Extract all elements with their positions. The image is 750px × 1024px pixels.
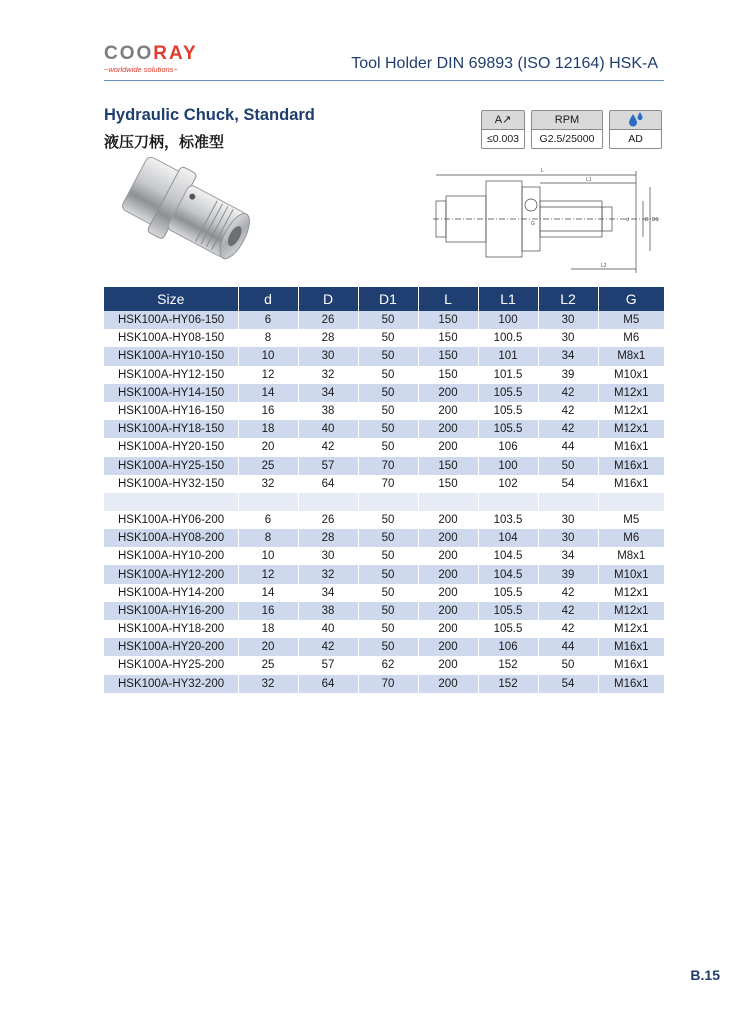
table-cell-l1: 105.5 [478,402,538,420]
table-cell-l1: 106 [478,638,538,656]
table-cell-l: 150 [418,475,478,493]
table-cell-l1: 103.5 [478,511,538,529]
table-cell-size: HSK100A-HY14-150 [104,384,238,402]
table-row [104,438,664,456]
table-cell-l1: 100 [478,311,538,329]
logo-text-part2: RAY [153,43,198,64]
table-cell-d: 40 [298,420,358,438]
table-cell-size: HSK100A-HY32-150 [104,475,238,493]
table-row [104,347,664,365]
coolant-label [610,111,661,129]
table-cell-d: 38 [298,402,358,420]
logo-wordmark [104,43,198,65]
table-row [104,602,664,620]
header-divider [104,80,664,81]
table-cell-size: HSK100A-HY16-200 [104,602,238,620]
col-header-L1: L1 [478,287,538,311]
table-cell-size: HSK100A-HY12-150 [104,366,238,384]
table-cell-d: 42 [298,638,358,656]
col-header-D: D [298,287,358,311]
col-header-G: G [598,287,664,311]
accuracy-label: A↗ [482,111,524,129]
table-cell-l1: 152 [478,675,538,693]
table-cell-d: 10 [238,547,298,565]
table-cell-g: M16x1 [598,438,664,456]
table-cell-d: 32 [238,475,298,493]
table-cell-l2: 50 [538,457,598,475]
table-cell-d: 30 [298,547,358,565]
table-row [104,547,664,565]
table-cell-l: 150 [418,457,478,475]
table-row [104,366,664,384]
table-cell-l: 200 [418,529,478,547]
table-cell-l2: 42 [538,384,598,402]
table-cell-d: 34 [298,384,358,402]
table-cell-d: 16 [238,602,298,620]
table-cell-l1: 100 [478,457,538,475]
table-row [104,457,664,475]
table-cell-l2: 30 [538,311,598,329]
table-cell-d: 64 [298,475,358,493]
table-cell-l: 200 [418,420,478,438]
table-cell-size: HSK100A-HY20-150 [104,438,238,456]
table-cell-l [418,493,478,511]
table-cell-d1: 50 [358,402,418,420]
table-cell-l2: 39 [538,366,598,384]
table-cell-l2: 30 [538,329,598,347]
coolant-spec-box [609,110,662,149]
table-cell-l2: 30 [538,529,598,547]
table-cell-l2: 34 [538,347,598,365]
table-cell-d: 30 [298,347,358,365]
table-row [104,420,664,438]
table-cell-l: 200 [418,384,478,402]
table-cell-d: 10 [238,347,298,365]
table-cell-l1: 105.5 [478,602,538,620]
table-cell-l2: 39 [538,565,598,583]
table-cell-d1: 50 [358,311,418,329]
page-number: B.15 [690,967,720,983]
drawing-label-d: d [626,217,629,223]
table-cell-l: 200 [418,675,478,693]
table-cell-size: HSK100A-HY10-200 [104,547,238,565]
table-cell-l2: 44 [538,438,598,456]
table-row [104,402,664,420]
table-cell-l2: 42 [538,584,598,602]
table-cell-d1: 62 [358,656,418,674]
table-cell-l2: 44 [538,638,598,656]
table-cell-d: 18 [238,420,298,438]
table-cell-d: 12 [238,565,298,583]
page-header-title: Tool Holder DIN 69893 (ISO 12164) HSK-A [351,55,658,72]
table-cell-size: HSK100A-HY14-200 [104,584,238,602]
table-cell-l1: 104.5 [478,547,538,565]
table-cell-d: 20 [238,438,298,456]
product-title: Hydraulic Chuck, Standard [104,106,315,124]
table-row [104,511,664,529]
rpm-spec-box [531,110,603,149]
table-cell-l2: 54 [538,675,598,693]
table-cell-size: HSK100A-HY06-200 [104,511,238,529]
accuracy-spec-box [481,110,525,149]
table-cell-l: 200 [418,511,478,529]
table-cell-d1: 50 [358,347,418,365]
logo-tagline: ~worldwide solutions~ [104,65,178,74]
table-row [104,656,664,674]
table-cell-l: 200 [418,602,478,620]
table-row [104,565,664,583]
table-cell-l2: 50 [538,656,598,674]
drawing-label-D1: D1 [652,217,659,223]
table-cell-l: 200 [418,584,478,602]
table-cell-g: M10x1 [598,366,664,384]
table-cell-d: 28 [298,529,358,547]
table-header-row [104,287,664,311]
table-cell-l: 150 [418,311,478,329]
table-cell-l1: 100.5 [478,329,538,347]
table-cell-l: 200 [418,438,478,456]
table-cell-g: M6 [598,529,664,547]
table-cell-g: M12x1 [598,402,664,420]
table-cell-l2: 42 [538,402,598,420]
table-cell-d1: 50 [358,620,418,638]
table-cell-d: 42 [298,438,358,456]
product-photo [108,156,278,291]
table-cell-d1: 50 [358,438,418,456]
table-cell-size: HSK100A-HY12-200 [104,565,238,583]
table-cell-d1: 50 [358,420,418,438]
table-cell-size: HSK100A-HY25-200 [104,656,238,674]
table-cell-l: 150 [418,329,478,347]
logo-text-part1: COO [104,43,154,64]
table-cell-d: 32 [238,675,298,693]
table-cell-d: 25 [238,457,298,475]
table-cell-l1: 106 [478,438,538,456]
table-cell-d1: 50 [358,547,418,565]
table-cell-d: 34 [298,584,358,602]
table-row [104,638,664,656]
table-cell-size [104,493,238,511]
drawing-label-G: G [531,221,535,227]
table-cell-size: HSK100A-HY08-150 [104,329,238,347]
table-cell-l1: 102 [478,475,538,493]
table-cell-d: 38 [298,602,358,620]
table-cell-g: M16x1 [598,475,664,493]
table-cell-l: 200 [418,402,478,420]
table-cell-size: HSK100A-HY32-200 [104,675,238,693]
table-cell-size: HSK100A-HY06-150 [104,311,238,329]
table-cell-size: HSK100A-HY18-150 [104,420,238,438]
table-cell-size: HSK100A-HY16-150 [104,402,238,420]
table-cell-l2 [538,493,598,511]
table-cell-l: 200 [418,620,478,638]
table-cell-l1: 105.5 [478,384,538,402]
table-cell-d: 16 [238,402,298,420]
table-cell-d: 14 [238,384,298,402]
table-cell-d1: 50 [358,565,418,583]
table-cell-d: 8 [238,329,298,347]
table-cell-g: M12x1 [598,602,664,620]
table-cell-g: M12x1 [598,620,664,638]
col-header-size: Size [104,287,238,311]
table-cell-d [238,493,298,511]
accuracy-value: ≤0.003 [482,129,524,148]
table-cell-g: M16x1 [598,675,664,693]
table-cell-d: 20 [238,638,298,656]
drawing-label-L2: L2 [601,263,607,269]
table-cell-l: 200 [418,565,478,583]
table-row [104,584,664,602]
table-cell-d: 57 [298,656,358,674]
table-cell-g: M16x1 [598,638,664,656]
table-cell-g: M5 [598,311,664,329]
table-cell-d1: 70 [358,457,418,475]
table-cell-l1: 104.5 [478,565,538,583]
table-cell-l2: 54 [538,475,598,493]
coolant-value: AD [610,129,661,148]
col-header-L2: L2 [538,287,598,311]
drawing-label-L: L [541,168,544,174]
table-cell-l: 150 [418,366,478,384]
rpm-value: G2.5/25000 [532,129,602,148]
table-cell-d: 12 [238,366,298,384]
table-cell-d: 18 [238,620,298,638]
table-cell-l2: 30 [538,511,598,529]
table-cell-l1: 105.5 [478,584,538,602]
water-drops-icon [627,112,645,128]
table-cell-size: HSK100A-HY20-200 [104,638,238,656]
col-header-D1: D1 [358,287,418,311]
table-row [104,311,664,329]
table-cell-l1 [478,493,538,511]
table-cell-l: 200 [418,547,478,565]
table-cell-g: M12x1 [598,584,664,602]
brand-logo [104,43,234,79]
table-cell-l2: 42 [538,420,598,438]
col-header-d: d [238,287,298,311]
table-row [104,529,664,547]
table-cell-g: M16x1 [598,457,664,475]
table-cell-d: 6 [238,511,298,529]
table-cell-d [298,493,358,511]
table-cell-l1: 105.5 [478,620,538,638]
table-row [104,620,664,638]
table-cell-d: 14 [238,584,298,602]
table-cell-d1: 50 [358,529,418,547]
table-cell-size: HSK100A-HY18-200 [104,620,238,638]
table-cell-l2: 34 [538,547,598,565]
product-title-chinese: 液压刀柄，标准型 [104,134,225,151]
table-cell-l1: 104 [478,529,538,547]
table-cell-g: M8x1 [598,347,664,365]
table-cell-d: 32 [298,366,358,384]
table-cell-g: M8x1 [598,547,664,565]
table-cell-l2: 42 [538,620,598,638]
table-cell-l: 150 [418,347,478,365]
table-cell-d1 [358,493,418,511]
table-cell-d: 32 [298,565,358,583]
spec-table [104,287,664,693]
table-cell-l: 200 [418,656,478,674]
col-header-L: L [418,287,478,311]
table-cell-l: 200 [418,638,478,656]
table-cell-d: 40 [298,620,358,638]
table-cell-d: 57 [298,457,358,475]
table-cell-d: 8 [238,529,298,547]
table-cell-d1: 50 [358,384,418,402]
table-cell-d: 6 [238,311,298,329]
table-cell-g: M10x1 [598,565,664,583]
table-cell-g: M5 [598,511,664,529]
table-cell-g [598,493,664,511]
table-cell-g: M6 [598,329,664,347]
table-cell-size: HSK100A-HY10-150 [104,347,238,365]
table-cell-d1: 50 [358,511,418,529]
table-cell-d1: 50 [358,638,418,656]
table-cell-size: HSK100A-HY08-200 [104,529,238,547]
table-separator-row [104,493,664,511]
table-cell-g: M12x1 [598,384,664,402]
table-cell-l1: 101.5 [478,366,538,384]
table-cell-d: 25 [238,656,298,674]
table-cell-g: M12x1 [598,420,664,438]
table-cell-l1: 152 [478,656,538,674]
table-cell-d: 28 [298,329,358,347]
table-cell-d1: 50 [358,329,418,347]
table-cell-g: M16x1 [598,656,664,674]
table-row [104,475,664,493]
table-cell-size: HSK100A-HY25-150 [104,457,238,475]
table-cell-d1: 70 [358,475,418,493]
table-row [104,675,664,693]
table-cell-d1: 70 [358,675,418,693]
technical-drawing [431,161,661,278]
table-cell-d1: 50 [358,366,418,384]
table-cell-d: 26 [298,511,358,529]
table-cell-d1: 50 [358,584,418,602]
table-cell-d: 26 [298,311,358,329]
table-row [104,329,664,347]
table-cell-l1: 101 [478,347,538,365]
table-cell-d1: 50 [358,602,418,620]
table-cell-l2: 42 [538,602,598,620]
table-cell-l1: 105.5 [478,420,538,438]
rpm-label: RPM [532,111,602,129]
drawing-label-L1: L1 [586,177,592,183]
table-row [104,384,664,402]
table-cell-d: 64 [298,675,358,693]
drawing-label-D: D [645,217,649,223]
